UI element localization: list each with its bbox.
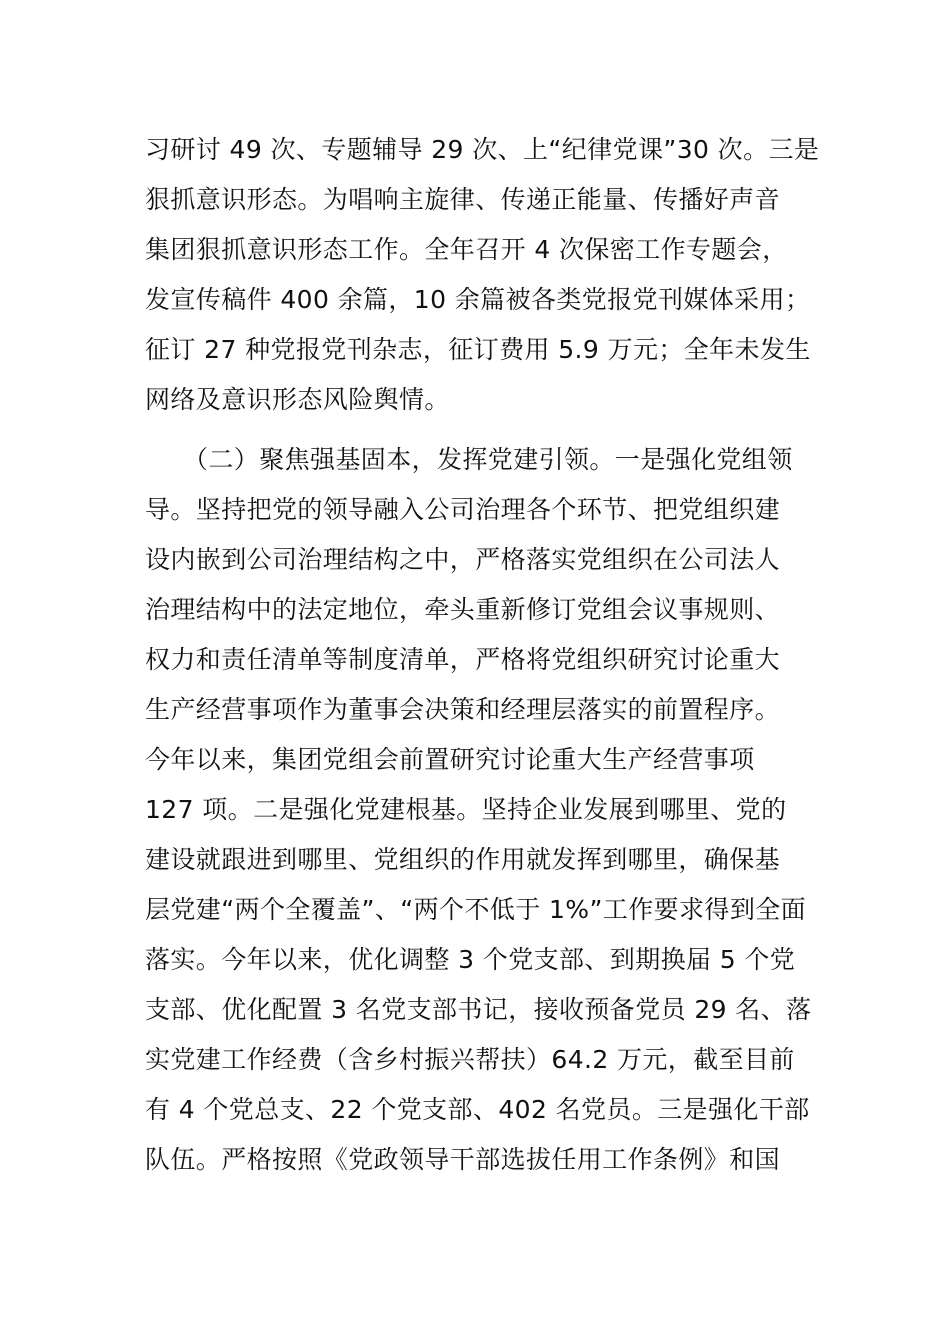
paragraph-2-line-15: 队伍。严格按照《党政领导干部选拔任用工作条例》和国 — [145, 1145, 781, 1174]
paragraph-1-line-5: 征订 27 种党报党刊杂志，征订费用 5.9 万元；全年未发生 — [145, 335, 811, 364]
paragraph-1-line-3: 集团狠抓意识形态工作。全年召开 4 次保密工作专题会， — [145, 235, 788, 264]
paragraph-2-line-5: 权力和责任清单等制度清单，严格将党组织研究讨论重大 — [145, 645, 781, 674]
paragraph-2-line-12: 支部、优化配置 3 名党支部书记，接收预备党员 29 名、落 — [145, 995, 812, 1024]
paragraph-2-line-13: 实党建工作经费（含乡村振兴帮扶）64.2 万元，截至目前 — [145, 1045, 795, 1074]
paragraph-2-line-11: 落实。今年以来，优化调整 3 个党支部、到期换届 5 个党 — [145, 945, 796, 974]
paragraph-2-line-8: 127 项。二是强化党建根基。坚持企业发展到哪里、党的 — [145, 795, 787, 824]
paragraph-1-line-1: 习研讨 49 次、专题辅导 29 次、上“纪律党课”30 次。三是 — [145, 135, 820, 164]
paragraph-2-line-14: 有 4 个党总支、22 个党支部、402 名党员。三是强化干部 — [145, 1095, 810, 1124]
paragraph-1-line-4: 发宣传稿件 400 余篇，10 余篇被各类党报党刊媒体采用； — [145, 285, 811, 314]
paragraph-2-line-3: 设内嵌到公司治理结构之中，严格落实党组织在公司法人 — [145, 545, 781, 574]
paragraph-2-line-7: 今年以来，集团党组会前置研究讨论重大生产经营事项 — [145, 745, 755, 774]
paragraph-2-line-1: （二）聚焦强基固本，发挥党建引领。一是强化党组领 — [183, 445, 793, 474]
paragraph-2-line-9: 建设就跟进到哪里、党组织的作用就发挥到哪里，确保基 — [145, 845, 781, 874]
paragraph-2-line-4: 治理结构中的法定地位，牵头重新修订党组会议事规则、 — [145, 595, 781, 624]
paragraph-2-line-10: 层党建“两个全覆盖”、“两个不低于 1%”工作要求得到全面 — [145, 895, 807, 924]
paragraph-2-line-2: 导。坚持把党的领导融入公司治理各个环节、把党组织建 — [145, 495, 781, 524]
paragraph-1-line-6: 网络及意识形态风险舆情。 — [145, 385, 450, 414]
paragraph-2-line-6: 生产经营事项作为董事会决策和经理层落实的前置程序。 — [145, 695, 781, 724]
paragraph-1-line-2: 狠抓意识形态。为唱响主旋律、传递正能量、传播好声音 — [145, 185, 781, 214]
